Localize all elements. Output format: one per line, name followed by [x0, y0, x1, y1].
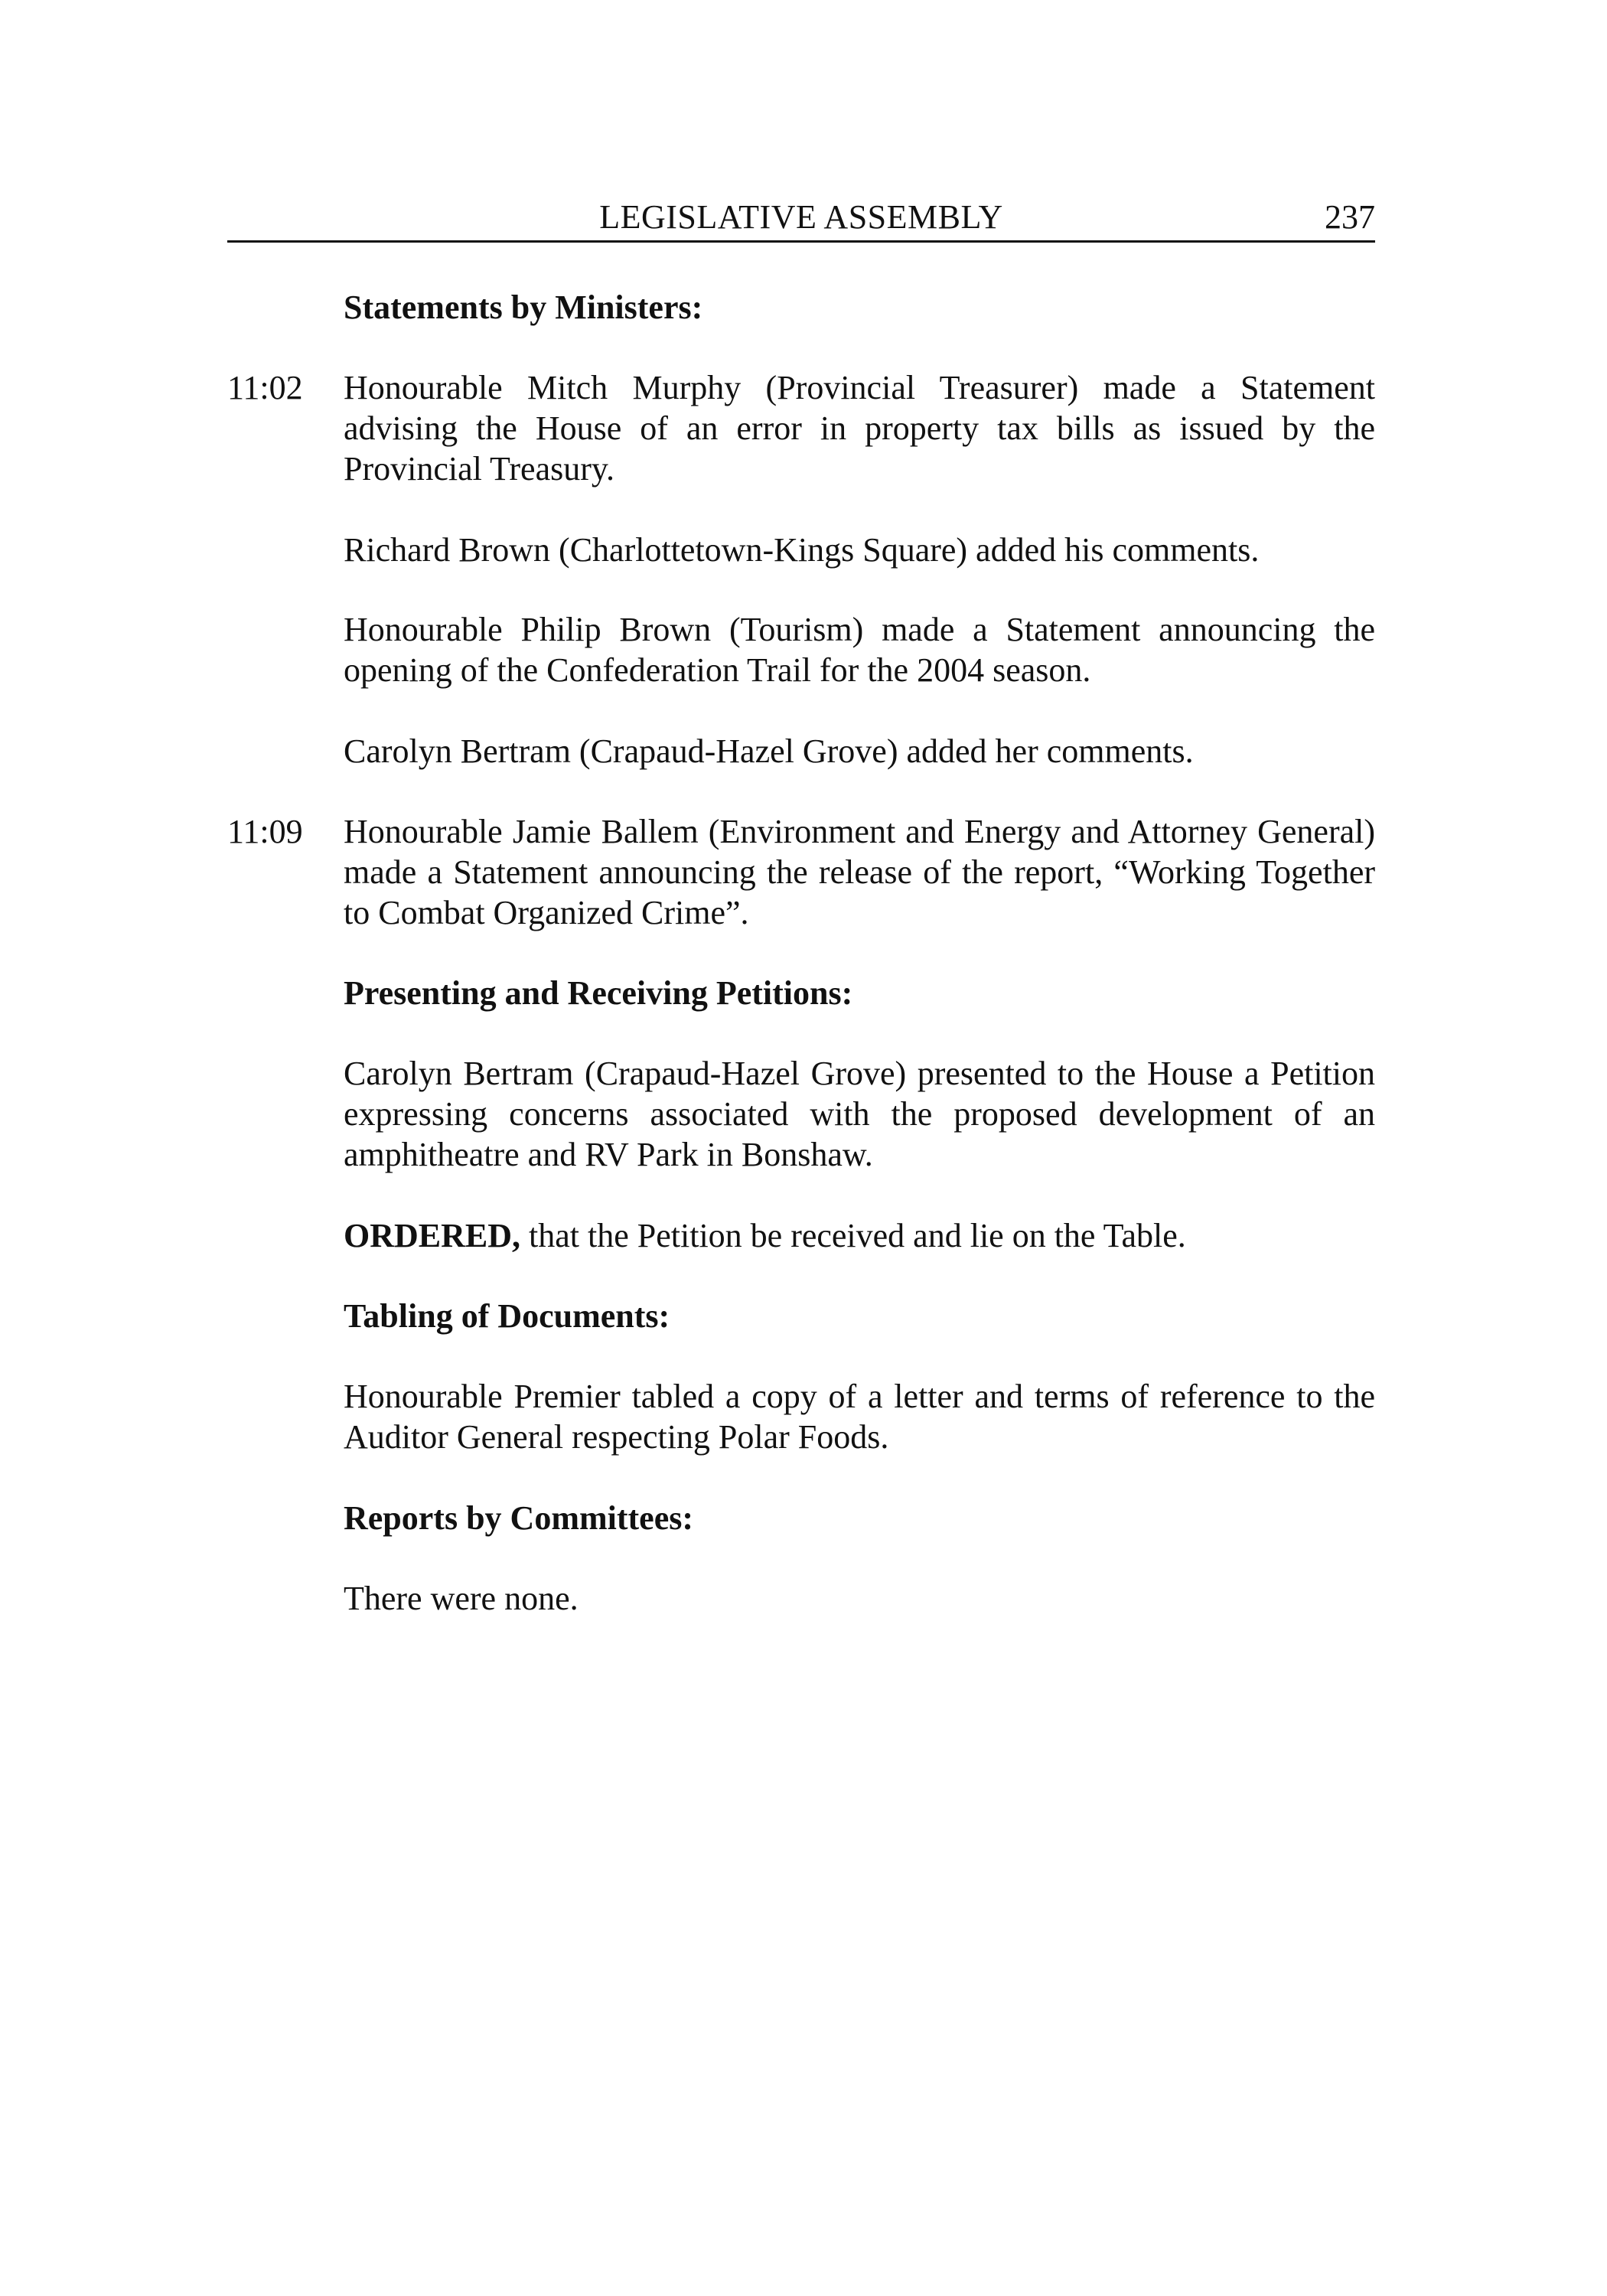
section-heading-reports: Reports by Committees: [344, 1499, 693, 1537]
paragraph-text: Richard Brown (Charlottetown-Kings Square) added his comments. [344, 531, 1260, 569]
section-heading-tabling: Tabling of Documents: [344, 1297, 670, 1335]
entry-text-ballem: Honourable Jamie Ballem (Environment and Energy and Attorney General) made a Statement announcing the release of the report, “Working Together to Combat Organized Crime”. [344, 813, 1375, 931]
entry-text-murphy: Honourable Mitch Murphy (Provincial Treasurer) made a Statement advising the House of an error in property tax bills as issued by the Provincial Treasury. [344, 369, 1375, 488]
ordered-text: that the Petition be received and lie on the Table. [520, 1217, 1186, 1254]
header-title: LEGISLATIVE ASSEMBLY [599, 198, 1003, 236]
section-heading-petitions: Presenting and Receiving Petitions: [344, 974, 853, 1012]
paragraph-text: Carolyn Bertram (Crapaud-Hazel Grove) presented to the House a Petition expressing concerns associated with the proposed development of an amphitheatre and RV Park in Bonshaw. [344, 1055, 1375, 1173]
paragraph-text: There were none. [344, 1580, 579, 1617]
page-number: 237 [1325, 198, 1375, 236]
ordered-paragraph [344, 1215, 1375, 1256]
paragraph-text: Honourable Premier tabled a copy of a letter and terms of reference to the Auditor General respecting Polar Foods. [344, 1378, 1375, 1456]
section-heading-statements: Statements by Ministers: [344, 289, 703, 326]
paragraph-text: Honourable Philip Brown (Tourism) made a Statement announcing the opening of the Confederation Trail for the 2004 season. [344, 611, 1375, 689]
page-header [227, 197, 1375, 243]
entry-time: 11:02 [227, 369, 303, 406]
ordered-label: ORDERED, [344, 1217, 521, 1254]
paragraph-text: Carolyn Bertram (Crapaud-Hazel Grove) added her comments. [344, 732, 1194, 770]
entry-time: 11:09 [227, 813, 303, 850]
